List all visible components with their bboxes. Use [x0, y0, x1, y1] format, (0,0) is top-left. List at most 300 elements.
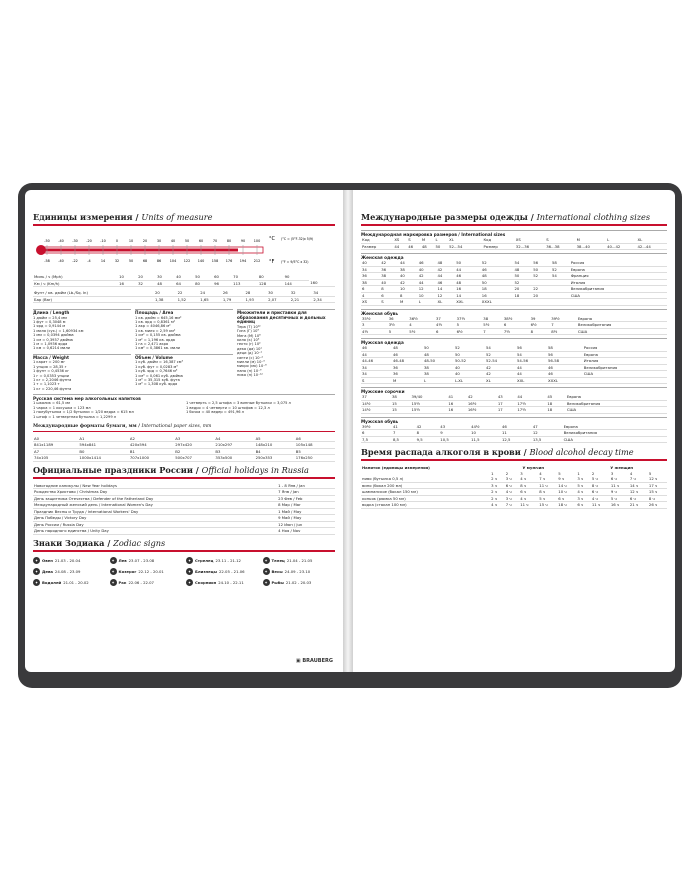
table-cell: 14½ — [361, 407, 391, 414]
scale-tick-label: 104 — [169, 259, 177, 263]
table-cell: 7 — [392, 430, 416, 437]
zodiac-icon: ✦ — [264, 579, 268, 585]
table-cell: A6 — [295, 436, 335, 442]
list-item: милли (м) 10⁻³ — [237, 360, 265, 365]
table-cell: 6½ — [530, 322, 551, 329]
table-cell: 44 — [455, 266, 481, 273]
table-cell: 16 — [481, 292, 514, 299]
zodiac-item — [186, 556, 259, 565]
table-cell: 4 ч — [519, 495, 538, 502]
table-cell: 7,5 — [361, 436, 392, 443]
zodiac-name: Близнецы — [195, 568, 217, 574]
table-cell: 2 — [591, 470, 595, 476]
list-item: 1 ярд = 0,9144 м — [33, 324, 66, 329]
table-cell: 18 — [546, 400, 566, 407]
table-cell: США — [566, 407, 667, 414]
wshoe-table — [361, 316, 667, 336]
table-cell: Европа — [570, 266, 667, 273]
table-cell: 45 — [546, 394, 566, 400]
table-cell: 5 — [456, 322, 483, 329]
table-cell: 46 — [547, 364, 578, 371]
table-cell: 17 — [497, 407, 517, 414]
table-cell: 42 — [380, 260, 399, 266]
table-cell: 44 — [516, 371, 547, 378]
table-cell: 6 — [503, 322, 530, 329]
table-cell: 30 — [267, 290, 290, 296]
table-cell: 10 — [470, 430, 501, 437]
zodiac-dates: 22.05 - 21.06 — [219, 568, 245, 574]
table-row — [361, 328, 667, 335]
table-cell: 7 ч — [629, 476, 648, 482]
table-cell: 8,5 — [392, 436, 416, 443]
length-block — [33, 306, 131, 391]
table-cell: вино (бокал 200 мл) — [361, 482, 490, 489]
header-cell: У мужчин — [522, 465, 544, 470]
table-cell: 17 — [497, 400, 517, 407]
table-cell: 6 — [361, 286, 380, 293]
table-cell: 36 — [388, 316, 409, 322]
table-cell: 54 — [513, 260, 532, 266]
scale-tick-label: 40 — [170, 239, 176, 243]
table-cell: 28 — [244, 290, 267, 296]
table-cell: 37 — [361, 394, 391, 400]
list-item: 1 четверть = 2,5 штофа = 3 винные бутылки = 3,075 л — [186, 401, 291, 406]
table-cell: 7 — [550, 322, 577, 329]
table-cell: 17 ч — [648, 482, 667, 489]
table-cell: 42 — [485, 364, 516, 371]
table-cell: 42 — [416, 424, 440, 430]
table-cell: 4 ч — [591, 495, 610, 502]
list-item: деци (д) 10⁻¹ — [237, 351, 262, 356]
table-cell: 11 ч — [519, 502, 538, 509]
table-cell: 5 — [648, 470, 652, 476]
zodiac-dates: 21.03 - 20.04 — [54, 557, 81, 563]
table-cell: 22 — [177, 290, 200, 296]
table-cell: Новогодние каникулы / New Year holidays — [33, 483, 277, 489]
women-table — [361, 260, 667, 306]
table-cell: 105x148 — [295, 442, 335, 449]
units-title: Единицы измерения / Units of measure — [33, 212, 213, 222]
table-cell: XXL — [516, 377, 547, 384]
table-cell: A0 — [33, 436, 78, 442]
table-cell: Размер — [361, 243, 393, 250]
table-cell: 38 — [361, 279, 380, 286]
table-cell — [570, 299, 667, 306]
scale-tick-label: 158 — [211, 259, 219, 263]
zodiac-dates: 23.07 - 23.08 — [128, 557, 155, 563]
table-cell: 40 — [454, 371, 485, 378]
table-cell: 52 — [513, 279, 532, 286]
section-divider — [33, 224, 335, 226]
table-cell: 32 — [290, 290, 313, 296]
table-cell: 44 — [436, 273, 455, 280]
zodiac-dates: 23.11 - 21.12 — [215, 557, 241, 563]
table-cell: 13,5 — [532, 436, 563, 443]
zodiac-dates: 24.09 - 23.10 — [284, 568, 311, 574]
speed-table — [33, 274, 335, 287]
table-cell: M — [399, 299, 418, 306]
table-cell: L — [606, 237, 636, 243]
scale-tick-label: -20 — [86, 239, 92, 243]
thermometer — [33, 230, 335, 270]
table-cell: 42...44 — [636, 243, 667, 250]
table-cell: 707x1000 — [129, 455, 174, 462]
list-item: 1 куб. ярд = 0,7646 м³ — [135, 369, 178, 374]
list-item: 1 га = 2,471 акра — [135, 342, 169, 347]
table-cell: 12 Июн / Jun — [277, 521, 335, 528]
table-cell: 210x297 — [214, 442, 254, 449]
zodiac-dates: 22.06 - 22.07 — [128, 579, 154, 585]
table-row — [33, 296, 335, 303]
list-item: Мега (М) 10⁶ — [237, 333, 261, 338]
table-cell: 18 — [513, 292, 532, 299]
table-cell: 12 ч — [648, 476, 667, 482]
zodiac-item — [33, 578, 106, 587]
area-title: Площадь / Area — [135, 309, 233, 316]
table-cell: 12 — [436, 292, 455, 299]
table-cell: 594x841 — [78, 442, 129, 449]
table-cell: 18 — [481, 286, 514, 293]
list-item: 1 кв. дюйм = 645,16 мм² — [135, 315, 182, 320]
scale-tick-label: 212 — [253, 259, 261, 263]
table-cell: XL — [636, 237, 667, 243]
zodiac-icon: ✦ — [264, 568, 268, 574]
table-cell: 6 ч — [610, 476, 629, 482]
table-cell: 44½ — [470, 424, 501, 430]
table-cell: 160 — [309, 280, 335, 287]
list-item: 1 см = 0,3937 дюйма — [33, 337, 73, 342]
table-cell: 44-46 — [361, 358, 392, 365]
table-cell: 1,38 — [154, 296, 177, 303]
table-cell: 50 — [434, 243, 448, 250]
table-cell: 10 — [418, 292, 437, 299]
table-cell: 38 — [423, 371, 454, 378]
table-cell: 52 — [485, 351, 516, 358]
zodiac-title: Знаки Зодиака / Zodiac signs — [33, 537, 166, 548]
table-cell: 128 — [258, 280, 284, 287]
scale-tick-label: 14 — [100, 259, 106, 263]
list-item: Тера (Т) 10¹² — [237, 324, 261, 329]
table-cell: 37 — [435, 316, 456, 322]
table-cell: 16 — [447, 400, 467, 407]
celsius-unit: °C — [269, 236, 275, 242]
planner-spine — [343, 190, 353, 672]
scale-tick-label: 86 — [156, 259, 162, 263]
table-cell: Великобритания — [563, 430, 667, 437]
table-cell: 70 — [232, 274, 258, 280]
table-cell: 96 — [213, 280, 232, 287]
list-item: 1 полубутылка = 1/2 бутылки = 1/20 ведра = 615 мл — [33, 410, 134, 415]
table-cell: 15 ч — [648, 489, 667, 496]
table-cell: 52...54 — [448, 243, 478, 250]
table-cell: 52 — [551, 266, 570, 273]
list-item: 1 кв. миля = 2,59 км² — [135, 328, 176, 333]
table-cell: Европа — [583, 351, 667, 358]
list-item: 1 куб. фут = 0,0283 м³ — [135, 364, 178, 369]
table-cell: 8 ч — [648, 495, 667, 502]
list-item: 1 мм = 0,0394 дюйма — [33, 333, 74, 338]
list-item: пико (п) 10⁻¹² — [237, 373, 263, 378]
scale-tick-label: -40 — [58, 239, 64, 243]
zodiac-dates: 24.08 - 23.09 — [54, 568, 81, 574]
table-cell: M — [421, 237, 435, 243]
table-cell: Рождество Христово / Christmas Day — [33, 489, 277, 496]
list-item: 1 шкалик = 61,5 мл — [33, 401, 71, 406]
decay-table — [361, 465, 667, 509]
scale-tick-label: -10 — [100, 239, 106, 243]
table-cell: 38 — [380, 273, 399, 280]
table-cell: Франция — [570, 273, 667, 280]
shirt-title: Мужские сорочки — [361, 387, 667, 394]
table-row — [361, 243, 667, 250]
table-cell: B2 — [174, 448, 214, 455]
zodiac-item — [263, 556, 336, 565]
table-cell: 35½ — [361, 316, 388, 322]
table-cell: 14 ч — [629, 482, 648, 489]
table-cell: Великобритания — [577, 322, 667, 329]
zodiac-icon: ✦ — [187, 579, 192, 585]
table-cell: 39/40 — [410, 394, 447, 400]
table-cell: 7 ч — [538, 476, 557, 482]
table-cell: 4 — [361, 292, 380, 299]
table-cell: 1 - 8 Янв / Jan — [277, 483, 335, 489]
table-cell: 50-52 — [454, 358, 485, 365]
table-cell: 1000x1414 — [78, 455, 129, 462]
table-cell: 5 ч — [576, 482, 591, 489]
table-cell: 40 — [175, 274, 194, 280]
mshoe-table — [361, 424, 667, 444]
list-item: нано (н) 10⁻⁹ — [237, 368, 262, 373]
list-item: 1 г = 0,0353 унции — [33, 373, 69, 378]
table-cell: водка (стакан 100 мл) — [361, 502, 490, 509]
table-cell: 8 — [416, 430, 440, 437]
zodiac-name: Телец — [271, 557, 285, 563]
table-cell: 6½ — [456, 328, 483, 335]
table-cell: 16½ — [467, 400, 497, 407]
table-cell: XS — [393, 237, 407, 243]
table-cell: B5 — [295, 448, 335, 455]
table-cell: 4 ч — [490, 502, 505, 509]
table-cell: 20 — [154, 290, 177, 296]
table-cell: 16½ — [467, 407, 497, 414]
table-cell: 52 — [454, 345, 485, 351]
table-cell: Км / ч (Km/h) — [33, 280, 118, 287]
celsius-formula: (°C = (5°F-32)x 5/9) — [281, 237, 314, 241]
table-cell: 18 ч — [557, 502, 576, 509]
table-cell: 2,21 — [290, 296, 313, 303]
table-cell: XXXL — [481, 299, 514, 306]
list-item: 1 кг = 2,2046 фунта — [33, 378, 72, 383]
table-cell: 36 — [392, 371, 423, 378]
list-item: 1 км² = 0,3861 кв. мили — [135, 346, 181, 351]
women-title: Женская одежда — [361, 253, 667, 260]
table-cell: 3 ч — [505, 495, 520, 502]
scale-tick-label: 50 — [184, 239, 190, 243]
table-cell: 74x105 — [33, 455, 78, 462]
table-cell: Код — [482, 237, 514, 243]
list-item: санти (с) 10⁻² — [237, 355, 263, 360]
table-cell: 5½ — [482, 322, 503, 329]
table-cell: A5 — [255, 436, 295, 442]
table-cell: 841x1189 — [33, 442, 78, 449]
table-cell: 15 — [391, 407, 411, 414]
zodiac-item — [33, 567, 106, 576]
table-cell: 5 ч — [610, 495, 629, 502]
prefix-title: Множители и приставки для образования десятичных и дольных единиц — [237, 309, 335, 325]
table-cell: 40 — [418, 266, 437, 273]
table-cell: S — [407, 237, 421, 243]
zodiac-name: Дева — [42, 568, 53, 574]
table-row — [361, 436, 667, 443]
table-cell: 1,79 — [222, 296, 245, 303]
zodiac-name: Рыбы — [271, 579, 284, 585]
table-cell: 48 — [392, 345, 423, 351]
zodiac-icon: ✦ — [187, 557, 192, 563]
table-cell: S — [361, 377, 392, 384]
zodiac-name: Лев — [118, 557, 127, 563]
table-cell: 48 — [436, 260, 455, 266]
table-cell: 8 — [530, 328, 551, 335]
table-cell: 12 — [532, 430, 563, 437]
table-cell: 43 — [439, 424, 470, 430]
list-item: 1 карат = 200 мг — [33, 360, 66, 365]
table-cell: 20 — [532, 292, 551, 299]
table-cell: 2,07 — [267, 296, 290, 303]
table-cell: 2 — [505, 470, 509, 476]
table-cell: 14 — [455, 292, 481, 299]
table-cell: B3 — [214, 448, 254, 455]
table-cell: 4 — [629, 470, 633, 476]
table-cell: 30 — [156, 274, 175, 280]
table-cell: 11 ч — [591, 502, 610, 509]
zodiac-icon: ✦ — [34, 579, 39, 585]
table-cell: A3 — [174, 436, 214, 442]
table-cell: 34 — [361, 371, 392, 378]
table-row — [33, 455, 335, 462]
area-block — [135, 306, 233, 391]
table-cell: Россия — [583, 345, 667, 351]
table-cell: 113 — [232, 280, 258, 287]
table-cell: 48 — [423, 351, 454, 358]
thermometer-graphic — [33, 230, 335, 270]
table-cell: L — [418, 299, 437, 306]
zodiac-item — [186, 567, 259, 576]
table-cell: США — [563, 436, 667, 443]
table-cell: 39½ — [361, 424, 392, 430]
scale-tick-label: 68 — [142, 259, 148, 263]
scale-tick-label: 90 — [240, 239, 246, 243]
table-cell: 12,5 — [501, 436, 532, 443]
list-item: 1 чарка = 1 косушка = 123 мл — [33, 405, 91, 410]
zodiac-name: Весы — [271, 568, 283, 574]
table-cell: Великобритания — [566, 400, 667, 407]
table-cell: 3 — [361, 322, 388, 329]
table-cell: 32 — [137, 280, 156, 287]
scale-tick-label: 32 — [114, 259, 120, 263]
table-cell: 58 — [551, 260, 570, 266]
table-cell — [551, 299, 570, 306]
table-cell: 40 — [454, 364, 485, 371]
table-cell: XL — [448, 237, 478, 243]
table-cell: 9 ч — [610, 489, 629, 496]
wshoe-title: Женская обувь — [361, 309, 667, 316]
zodiac-icon: ✦ — [34, 568, 39, 574]
table-cell: A1 — [78, 436, 129, 442]
table-cell: День защитника Отечества / Defender of the Fatherland Day — [33, 495, 277, 502]
zodiac-icon: ✦ — [111, 568, 115, 574]
table-cell: 38...40 — [576, 243, 606, 250]
table-cell: 48 — [455, 279, 481, 286]
scale-tick-label: 194 — [239, 259, 247, 263]
table-cell: 144 — [284, 280, 310, 287]
table-cell: 4 ч — [505, 489, 520, 496]
table-cell: 5 ч — [538, 495, 557, 502]
table-cell: XS — [515, 237, 545, 243]
table-cell: 5½ — [408, 328, 435, 335]
list-item: 1 м³ = 35,315 куб. фута — [135, 378, 180, 383]
zodiac-dates: 21.01 - 20.02 — [63, 579, 89, 585]
table-cell: 3 ч — [576, 495, 591, 502]
table-cell: Размер — [482, 243, 514, 250]
table-cell: 60 — [213, 274, 232, 280]
table-cell: 10 — [399, 286, 418, 293]
table-cell: 46 — [481, 266, 514, 273]
table-cell: 46 — [455, 273, 481, 280]
scale-tick-label: -4 — [87, 259, 91, 263]
zodiac-name: Козерог — [118, 568, 137, 574]
zodiac-icon: ✦ — [34, 557, 39, 563]
table-cell: 52 — [532, 273, 551, 280]
table-cell: США — [570, 292, 667, 299]
table-cell: 64 — [175, 280, 194, 287]
scale-tick-label: 176 — [225, 259, 233, 263]
table-cell: 12 — [418, 286, 437, 293]
zodiac-item — [263, 567, 336, 576]
table-cell: 48 — [156, 280, 175, 287]
table-cell: 11 ч — [610, 482, 629, 489]
table-row — [33, 528, 335, 535]
table-cell: 4 ч — [519, 476, 538, 482]
table-cell: 32...36 — [515, 243, 545, 250]
table-cell: 34 — [361, 364, 392, 371]
table-cell: 6 ч — [505, 482, 520, 489]
table-cell: 353x500 — [214, 455, 254, 462]
table-cell: 4½ — [361, 328, 388, 335]
table-cell: 39½ — [550, 316, 577, 322]
table-cell: 2 ч — [490, 489, 505, 496]
paper-table — [33, 436, 335, 462]
table-cell: 6 — [361, 430, 392, 437]
table-cell: 42 — [418, 273, 437, 280]
table-cell: 6 ч — [576, 502, 591, 509]
table-cell: 38 — [399, 266, 418, 273]
table-cell: 46 — [501, 424, 532, 430]
table-cell: 42 — [436, 266, 455, 273]
table-cell: 7½ — [503, 328, 530, 335]
table-cell: 10,5 — [439, 436, 470, 443]
table-cell: Европа — [577, 316, 667, 322]
alcohol-measures — [33, 401, 335, 419]
table-cell: Великобритания — [583, 364, 667, 371]
table-cell: 56 — [532, 260, 551, 266]
table-cell: Бар (Bar) — [33, 296, 154, 303]
table-cell: 50 — [532, 266, 551, 273]
table-cell: 36½ — [408, 316, 435, 322]
table-cell: 5 — [388, 328, 409, 335]
table-cell: 48 — [481, 273, 514, 280]
table-cell: 8 — [380, 286, 399, 293]
scale-tick-label: 20 — [142, 239, 148, 243]
